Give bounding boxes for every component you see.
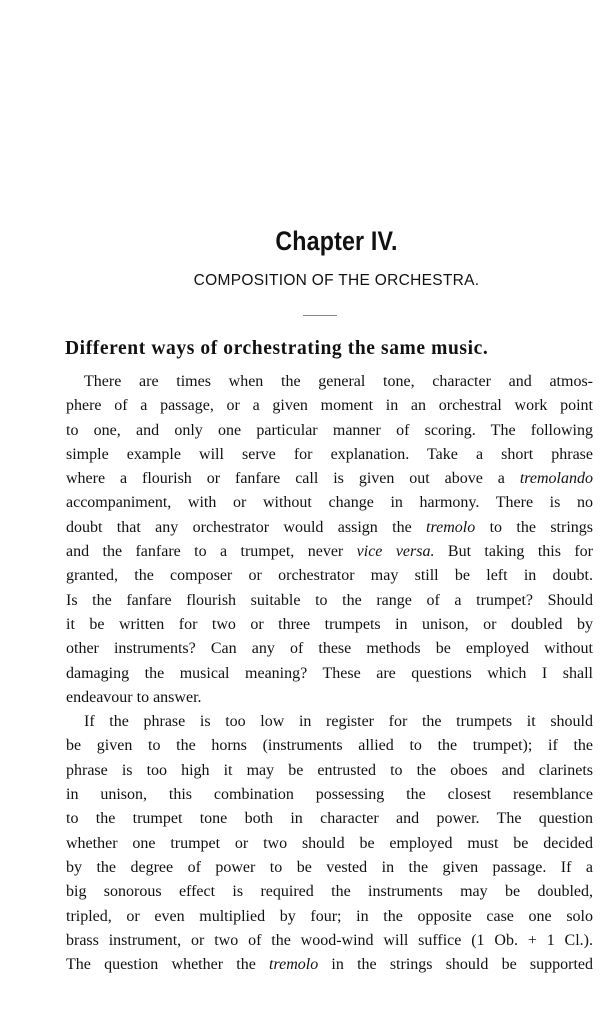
text-line: it be written for two or three trumpets in unison, or doubled by	[66, 615, 593, 633]
text-line: There are times when the general tone, character and atmos-	[84, 373, 593, 390]
text-line: whether one trumpet or two should be employed must be decided	[66, 834, 593, 852]
text-line: to one, and only one particular manner of scoring. The following	[66, 421, 593, 439]
text-line	[66, 953, 593, 977]
body-text	[66, 370, 593, 977]
ornament-rule	[303, 315, 337, 316]
italic-term: vice versa.	[356, 543, 435, 561]
text-line: phere of a passage, or a given moment in an orchestral work point	[66, 397, 593, 415]
text-line: to the trumpet tone both in character and power. The question	[66, 810, 593, 828]
text-run: doubt that any orchestrator would assign the	[66, 518, 427, 536]
text-line: accompaniment, with or without change in harmony. There is no	[66, 494, 593, 512]
text-run: to the strings	[475, 518, 593, 536]
text-line	[66, 540, 593, 564]
text-line: be given to the horns (instruments allied to the trumpet); if the	[66, 737, 593, 755]
italic-term: tremolo	[269, 956, 319, 974]
text-run: and the fanfare to a trumpet, never	[66, 543, 357, 561]
italic-term: tremolando	[519, 470, 593, 488]
chapter-title: Chapter IV.	[275, 226, 398, 256]
text-line: Is the fanfare flourish suitable to the range of a trumpet? Should	[66, 591, 593, 609]
text-run: where a flourish or fanfare call is given out above a	[66, 470, 520, 488]
text-line: endeavour to answer.	[66, 688, 202, 706]
text-line: tripled, or even multiplied by four; in the opposite case one solo	[66, 907, 593, 925]
text-run: The question whether the	[66, 956, 270, 974]
text-line: damaging the musical meaning? These are questions which I shall	[66, 664, 593, 682]
chapter-subtitle: COMPOSITION OF THE ORCHESTRA.	[193, 272, 480, 289]
text-line: brass instrument, or two of the wood-wind will suffice (1 Ob. + 1 Cl.).	[66, 931, 593, 949]
text-run: But taking this for	[434, 543, 594, 561]
text-line	[66, 516, 593, 540]
text-line: granted, the composer or orchestrator may still be left in doubt.	[66, 567, 593, 585]
text-run: in the strings should be supported	[318, 956, 593, 974]
text-line: by the degree of power to be vested in the given passage. If a	[66, 858, 593, 876]
text-line: in unison, this combination possessing the closest resemblance	[66, 786, 593, 804]
paragraph	[66, 370, 593, 710]
text-line: If the phrase is too low in register for the trumpets it should	[84, 713, 593, 731]
text-line	[66, 467, 593, 491]
text-line: simple example will serve for explanation. Take a short phrase	[66, 445, 593, 463]
italic-term: tremolo	[426, 518, 476, 536]
text-line: big sonorous effect is required the instruments may be doubled,	[66, 883, 593, 901]
section-heading: Different ways of orchestrating the same music.	[65, 338, 489, 359]
paragraph	[66, 710, 593, 977]
text-line: other instruments? Can any of these methods be employed without	[66, 640, 593, 658]
text-line: phrase is too high it may be entrusted to the oboes and clarinets	[66, 761, 593, 779]
